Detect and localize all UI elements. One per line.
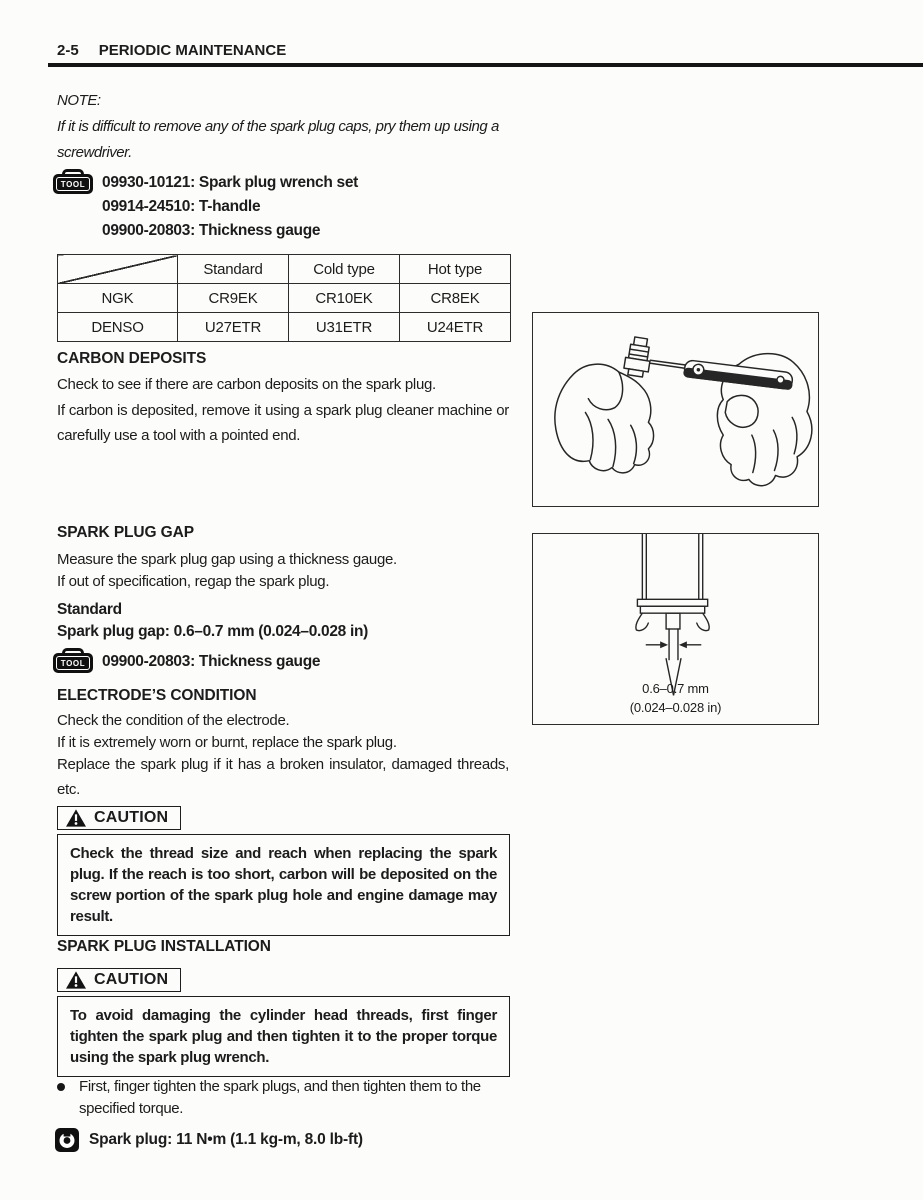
table-cell: U27ETR [178, 313, 289, 342]
section-heading-electrodes-condition: ELECTRODE’S CONDITION [57, 687, 257, 704]
table-cell: U24ETR [400, 313, 511, 342]
column-header: Standard [178, 255, 289, 284]
body-text: Check to see if there are carbon deposits on the spark plug. [57, 376, 436, 393]
table-header-row [58, 255, 511, 284]
table-cell: U31ETR [289, 313, 400, 342]
caution-label [57, 806, 181, 830]
toolbox-icon-label: TOOL [56, 656, 90, 670]
figure-gap-measurement [532, 312, 819, 507]
left-hand [555, 364, 654, 473]
toolbox-icon [53, 174, 93, 194]
body-text: If it is extremely worn or burnt, replace the spark plug. [57, 734, 397, 751]
figure-caption: 0.6–0.7 mm [642, 681, 709, 696]
warning-triangle-icon [66, 971, 86, 989]
caution-label-text: CAUTION [94, 971, 169, 988]
special-tools-block [53, 171, 358, 243]
table-row [58, 313, 511, 342]
figure-spark-plug-gap [532, 533, 819, 725]
plug-body [636, 534, 709, 631]
figure-caption: (0.024–0.028 in) [629, 700, 722, 715]
header-rule [48, 63, 923, 67]
standard-label: Standard [57, 601, 122, 618]
body-text: If out of specification, regap the spark plug. [57, 573, 330, 590]
note-text: If it is difficult to remove any of the spark plug caps, pry them up using a screwdriver. [57, 118, 499, 161]
table-cell: CR10EK [289, 284, 400, 313]
toolbox-icon [53, 653, 93, 673]
gap-spec: Spark plug gap: 0.6–0.7 mm (0.024–0.028 in) [57, 623, 369, 640]
list-item [57, 1076, 509, 1120]
row-header: DENSO [58, 313, 178, 342]
note-label: NOTE: [57, 92, 101, 109]
tool-item: 09900-20803: Thickness gauge [102, 222, 321, 239]
caution-label [57, 968, 181, 992]
table-cell: CR9EK [178, 284, 289, 313]
table-cell: CR8EK [400, 284, 511, 313]
caution-box: To avoid damaging the cylinder head threads, first finger tighten the spark plug and then tighten it to the proper torque using the spark plug wrench. [57, 996, 510, 1077]
page-number: 2-5 [57, 42, 79, 59]
table-row [58, 284, 511, 313]
tool-item: 09914-24510: T-handle [102, 198, 261, 215]
hands-measuring-spark-plug-drawing [533, 313, 818, 506]
right-thumb [725, 395, 758, 427]
list-item-text: First, finger tighten the spark plugs, and then tighten them to the specified torque. [79, 1078, 481, 1117]
bullet-marker [57, 1083, 65, 1091]
column-header: Cold type [289, 255, 400, 284]
spark-plug-type-table [57, 254, 511, 342]
torque-wrench-icon [55, 1128, 79, 1152]
body-text: Measure the spark plug gap using a thickness gauge. [57, 551, 397, 568]
section-heading-spark-plug-installation: SPARK PLUG INSTALLATION [57, 938, 271, 955]
special-tool-block [53, 650, 320, 674]
caution-label-text: CAUTION [94, 809, 169, 826]
tool-item: 09900-20803: Thickness gauge [102, 653, 321, 670]
body-text: Check the condition of the electrode. [57, 712, 290, 729]
section-heading-spark-plug-gap: SPARK PLUG GAP [57, 524, 194, 541]
torque-spec-text: Spark plug: 11 N•m (1.1 kg-m, 8.0 lb-ft) [89, 1131, 363, 1148]
note-block [57, 88, 535, 166]
page-header [57, 42, 286, 59]
page-title: PERIODIC MAINTENANCE [98, 42, 287, 59]
row-header: NGK [58, 284, 178, 313]
tool-item: 09930-10121: Spark plug wrench set [102, 174, 359, 191]
warning-triangle-icon [66, 809, 86, 827]
torque-spec-line [55, 1128, 363, 1152]
toolbox-icon-label: TOOL [56, 177, 90, 191]
diagonal-header-cell [58, 255, 178, 284]
spark-plug [623, 336, 653, 378]
body-text: If carbon is deposited, remove it using a spark plug cleaner machine or carefully use a tool with a pointed end. [57, 402, 509, 444]
column-header: Hot type [400, 255, 511, 284]
gap-arrows [646, 641, 700, 648]
section-heading-carbon-deposits: CARBON DEPOSITS [57, 350, 207, 367]
caution-box: Check the thread size and reach when replacing the spark plug. If the reach is too short, carbon will be deposited on the screw portion of the spark plug hole and engine damage may result. [57, 834, 510, 936]
body-text: Replace the spark plug if it has a broken insulator, damaged threads, etc. [57, 756, 509, 798]
